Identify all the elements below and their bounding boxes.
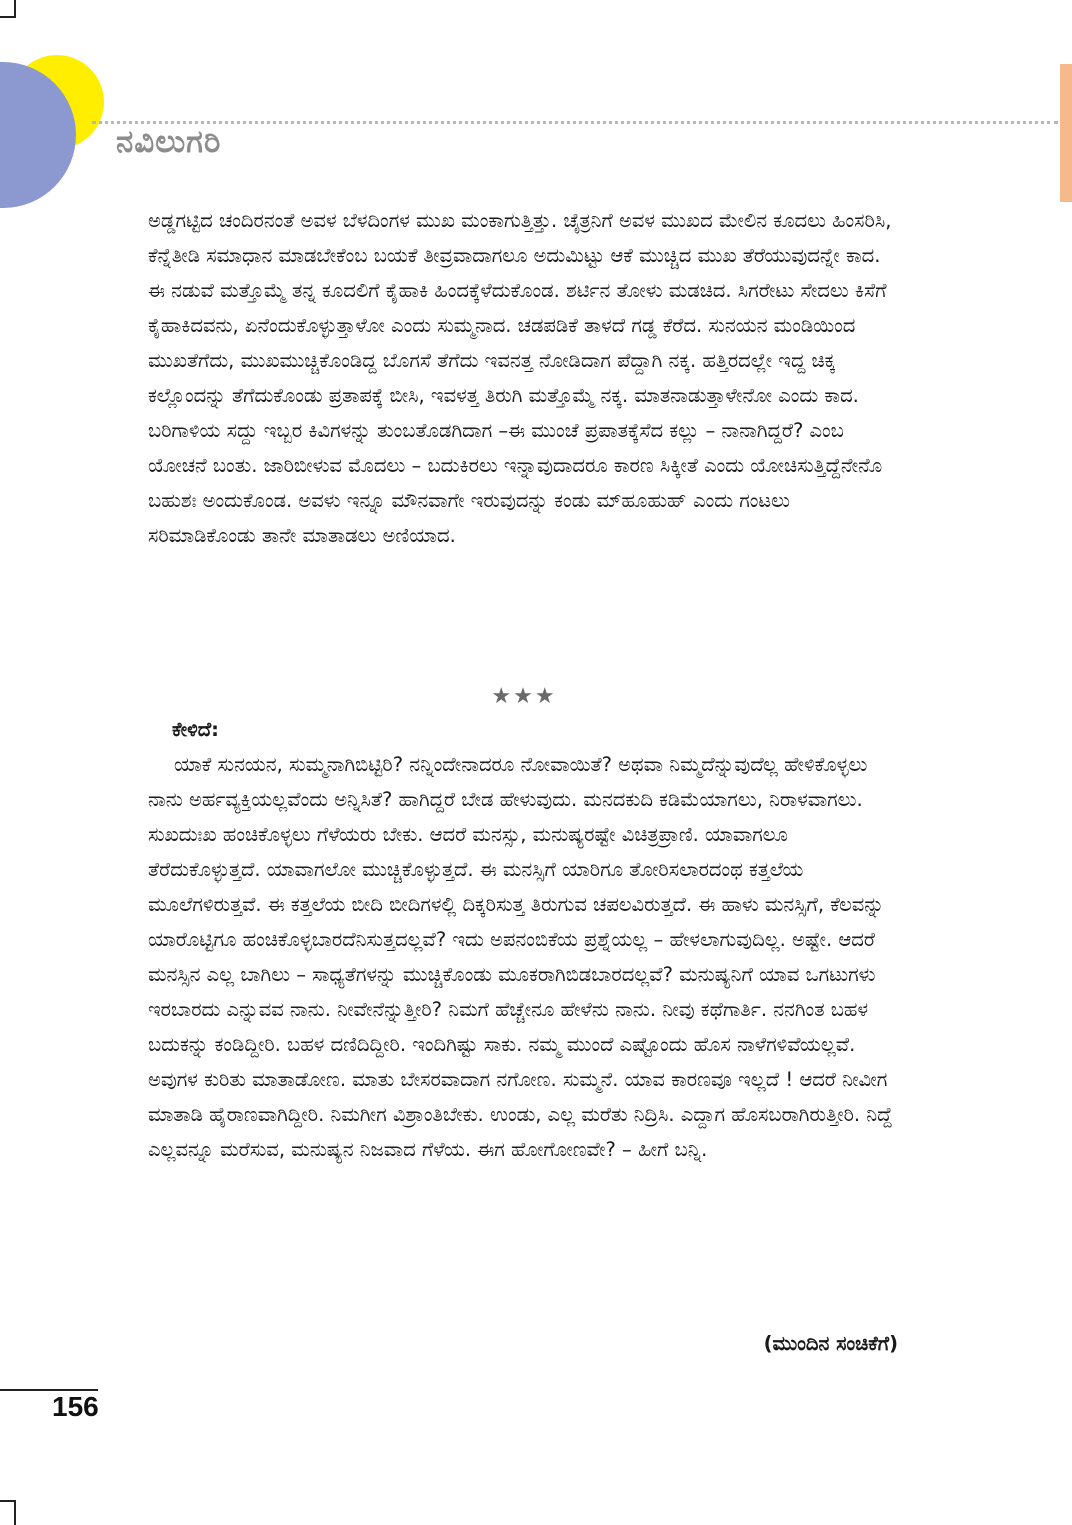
crop-mark-top-left-horizontal — [0, 16, 16, 18]
side-tab-marker — [1060, 64, 1072, 202]
paragraph-text: ಯಾಕೆ ಸುನಯನ, ಸುಮ್ಮನಾಗಿಬಿಟ್ಟಿರಿ? ನನ್ನಿಂದೇನಾದರೂ ನೋವಾಯಿತೆ? ಅಥವಾ ನಿಮ್ಮದೆನ್ನುವುದೆಲ್ಲ ಹೇಳಿಕೊಳ್ಳಲು ನಾನು ಅರ್ಹವ್ಯಕ್ತಿಯಲ್ಲವೆಂದು ಅನ್ನಿಸಿತೆ? ಹಾಗಿದ್ದರೆ ಬೇಡ ಹೇಳುವುದು. ಮನದಕುದಿ ಕಡಿಮೆಯಾಗಲು, ನಿರಾಳವಾಗಲು. ಸುಖದುಃಖ ಹಂಚಿಕೊಳ್ಳಲು ಗೆಳೆಯರು ಬೇಕು. ಆದರೆ ಮನಸ್ಸು, ಮನುಷ್ಯರಷ್ಟೇ ವಿಚಿತ್ರಪ್ರಾಣಿ. ಯಾವಾಗಲೂ ತೆರೆದುಕೊಳ್ಳುತ್ತದೆ. ಯಾವಾಗಲೋ ಮುಚ್ಚಿಕೊಳ್ಳುತ್ತದೆ. ಈ ಮನಸ್ಸಿಗೆ ಯಾರಿಗೂ ತೋರಿಸಲಾರದಂಥ ಕತ್ತಲೆಯ ಮೂಲೆಗಳಿರುತ್ತವೆ. ಈ ಕತ್ತಲೆಯ ಬೀದಿ ಬೀದಿಗಳಲ್ಲಿ ದಿಕ್ಕರಿಸುತ್ತ ತಿರುಗುವ ಚಪಲವಿರುತ್ತದೆ. ಈ ಹಾಳು ಮನಸ್ಸಿಗೆ, ಕೆಲವನ್ನು ಯಾರೊಟ್ಟಿಗೂ ಹಂಚಿಕೊಳ್ಳಬಾರದೆನಿಸುತ್ತದಲ್ಲವೆ? ಇದು ಅಪನಂಬಿಕೆಯ ಪ್ರಶ್ನೆಯಲ್ಲ – ಹೇಳಲಾಗುವುದಿಲ್ಲ. ಅಷ್ಟೇ. ಆದರೆ ಮನಸ್ಸಿನ ಎಲ್ಲ ಬಾಗಿಲು – ಸಾಧ್ಯತೆಗಳನ್ನು ಮುಚ್ಚಿಕೊಂಡು ಮೂಕರಾಗಿಬಿಡಬಾರದಲ್ಲವೆ? ಮನುಷ್ಯನಿಗೆ ಯಾವ ಒಗಟುಗಳು ಇರಬಾರದು ಎನ್ನುವವ ನಾನು. ನೀವೇನೆನ್ನುತ್ತೀರಿ? ನಿಮಗೆ ಹೆಚ್ಚೇನೂ ಹೇಳೆನು ನಾನು. ನೀವು ಕಥೆಗಾರ್ತಿ. ನನಗಿಂತ ಬಹಳ ಬದುಕನ್ನು ಕಂಡಿದ್ದೀರಿ. ಬಹಳ ದಣಿದಿದ್ದೀರಿ. ಇಂದಿಗಿಷ್ಟು ಸಾಕು. ನಮ್ಮ ಮುಂದೆ ಎಷ್ಟೊಂದು ಹೊಸ ನಾಳೆಗಳಿವೆಯಲ್ಲವೆ. ಅವುಗಳ ಕುರಿತು ಮಾತಾಡೋಣ. ಮಾತು ಬೇಸರವಾದಾಗ ನಗೋಣ. ಸುಮ್ಮನೆ. ಯಾವ ಕಾರಣವೂ ಇಲ್ಲದೆ ! ಆದರೆ ನೀವೀಗ ಮಾತಾಡಿ ಹೈರಾಣವಾಗಿದ್ದೀರಿ. ನಿಮಗೀಗ ವಿಶ್ರಾಂತಿಬೇಕು. ಉಂಡು, ಎಲ್ಲ ಮರೆತು ನಿದ್ರಿಸಿ. ಎದ್ದಾಗ ಹೊಸಬರಾಗಿರುತ್ತೀರಿ. ನಿದ್ದೆ ಎಲ್ಲವನ್ನೂ ಮರೆಸುವ, ಮನುಷ್ಯನ ನಿಜವಾದ ಗೆಳೆಯ. ಈಗ ಹೋಗೋಣವೇ? – ಹೀಗೆ ಬನ್ನಿ. — [148, 753, 893, 1161]
article-paragraph-1 — [148, 203, 900, 553]
article-paragraph-2 — [148, 747, 900, 1167]
crop-mark-bottom-left-vertical — [14, 1500, 16, 1525]
header-dotted-rule — [92, 121, 1058, 124]
page-number: 156 — [52, 1391, 99, 1422]
article-subheading: ಕೇಳಿದೆ: — [172, 718, 219, 741]
section-title: ನವಿಲುಗರಿ — [116, 124, 222, 160]
continued-note: (ಮುಂದಿನ ಸಂಚಿಕೆಗೆ) — [763, 1332, 898, 1355]
paragraph-text: ಅಡ್ಡಗಟ್ಟಿದ ಚಂದಿರನಂತೆ ಅವಳ ಬೆಳದಿಂಗಳ ಮುಖ ಮಂಕಾಗುತ್ತಿತ್ತು. ಚೈತ್ರನಿಗೆ ಅವಳ ಮುಖದ ಮೇಲಿನ ಕೂದಲು ಹಿಂಸರಿಸಿ, ಕೆನ್ನೆತೀಡಿ ಸಮಾಧಾನ ಮಾಡಬೇಕೆಂಬ ಬಯಕೆ ತೀವ್ರವಾದಾಗಲೂ ಅದುಮಿಟ್ಟು ಆಕೆ ಮುಚ್ಚಿದ ಮುಖ ತೆರೆಯುವುದನ್ನೇ ಕಾದ. ಈ ನಡುವೆ ಮತ್ತೊಮ್ಮೆ ತನ್ನ ಕೂದಲಿಗೆ ಕೈಹಾಕಿ ಹಿಂದಕ್ಕೆಳೆದುಕೊಂಡ. ಶರ್ಟಿನ ತೋಳು ಮಡಚಿದ. ಸಿಗರೇಟು ಸೇದಲು ಕಿಸೆಗೆ ಕೈಹಾಕಿದವನು, ಏನೆಂದುಕೊಳ್ಳುತ್ತಾಳೋ ಎಂದು ಸುಮ್ಮನಾದ. ಚಡಪಡಿಕೆ ತಾಳದೆ ಗಡ್ಡ ಕೆರೆದ. ಸುನಯನ ಮಂಡಿಯಿಂದ ಮುಖತೆಗೆದು, ಮುಖಮುಚ್ಚಿಕೊಂಡಿದ್ದ ಬೊಗಸೆ ತೆಗೆದು ಇವನತ್ತ ನೋಡಿದಾಗ ಪೆದ್ದಾಗಿ ನಕ್ಕ. ಹತ್ತಿರದಲ್ಲೇ ಇದ್ದ ಚಿಕ್ಕ ಕಲ್ಲೊಂದನ್ನು ತೆಗೆದುಕೊಂಡು ಪ್ರತಾಪಕ್ಕೆ ಬೀಸಿ, ಇವಳತ್ತ ತಿರುಗಿ ಮತ್ತೊಮ್ಮೆ ನಕ್ಕ. ಮಾತನಾಡುತ್ತಾಳೇನೋ ಎಂದು ಕಾದ. ಬರಿಗಾಳಿಯ ಸದ್ದು ಇಬ್ಬರ ಕಿವಿಗಳನ್ನು ತುಂಬತೊಡಗಿದಾಗ –ಈ ಮುಂಚೆ ಪ್ರಪಾತಕ್ಕೆಸೆದ ಕಲ್ಲು – ನಾನಾಗಿದ್ದರೆ? ಎಂಬ ಯೋಚನೆ ಬಂತು. ಜಾರಿಬೀಳುವ ಮೊದಲು – ಬದುಕಿರಲು ಇನ್ನಾವುದಾದರೂ ಕಾರಣ ಸಿಕ್ಕೀತೆ ಎಂದು ಯೋಚಿಸುತ್ತಿದ್ದೆನೇನೊ ಬಹುಶಃ ಅಂದುಕೊಂಡ. ಅವಳು ಇನ್ನೂ ಮೌನವಾಗೇ ಇರುವುದನ್ನು ಕಂಡು ಮ್‌ಹೂಹುಹ್ ಎಂದು ಗಂಟಲು ಸರಿಮಾಡಿಕೊಂಡು ತಾನೇ ಮಾತಾಡಲು ಅಣಿಯಾದ. — [148, 209, 892, 547]
section-separator: ★★★ — [491, 684, 557, 709]
crop-mark-bottom-left-horizontal — [0, 1500, 16, 1502]
